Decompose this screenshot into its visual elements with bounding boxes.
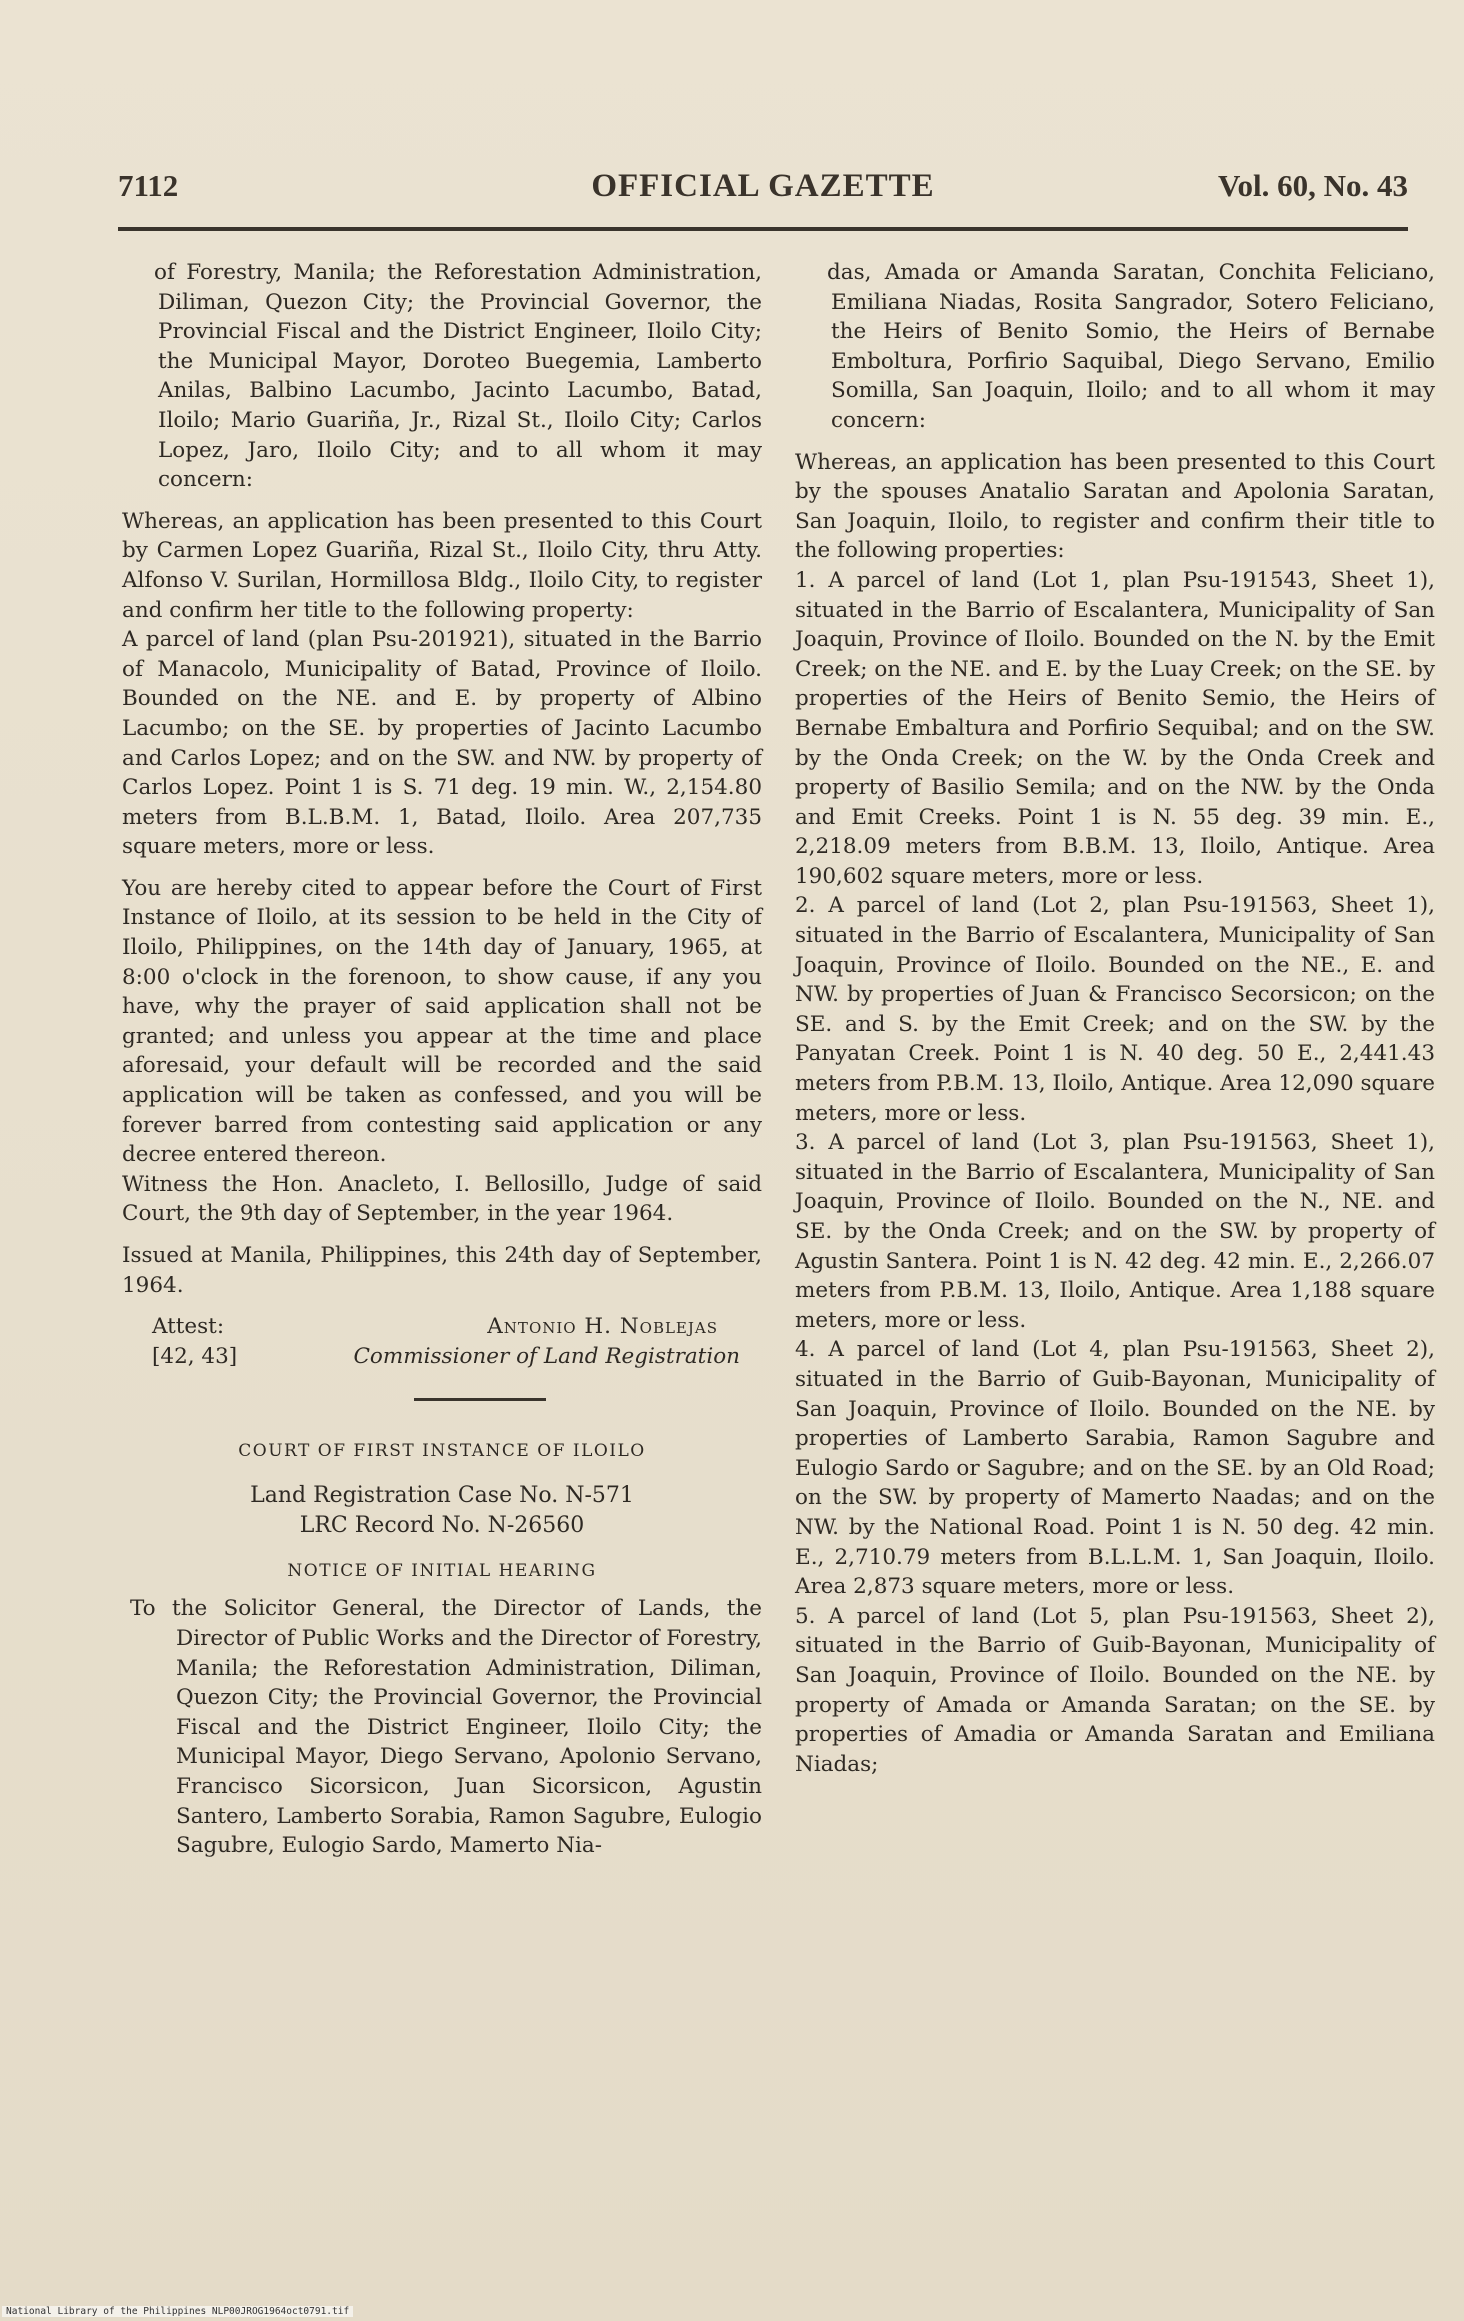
addressee-continuation: of Forestry, Manila; the Reforestation Administration, Diliman, Quezon City; the Provincial Governor, the Provincial Fiscal and the District Engineer, Iloilo City; the Municipal Mayor, Doroteo Buegemia, Lamberto Anilas, Balbino Lacumbo, Jacinto Lacumbo, Batad, Iloilo; Mario Guariña, Jr., Rizal St., Iloilo City; Carlos Lopez, Jaro, Iloilo City; and to all whom it may concern: — [154, 260, 762, 493]
addressee-paragraph: To the Solicitor General, the Director of Lands, the Director of Public Works and the Director of Forestry, Manila; the Reforestation Administration, Diliman, Quezon City; the Provincial Governor, the Provincial Fiscal and the District Engineer, Iloilo City; the Municipal Mayor, Diego Servano, Apolonio Servano, Francisco Sicorsicon, Juan Sicorsicon, Agustin Santero, Lamberto Sorabia, Ramon Sagubre, Eulogio Sagubre, Eulogio Sardo, Mamerto Nia- — [130, 1596, 762, 1859]
witness-paragraph: Witness the Hon. Anacleto, I. Bellosillo, Judge of said Court, the 9th day of September, in the year 1964. — [122, 1171, 762, 1227]
issued-paragraph: Issued at Manila, Philippines, this 24th day of September, 1964. — [122, 1243, 762, 1298]
court-heading: COURT OF FIRST INSTANCE OF ILOILO — [238, 1441, 646, 1462]
publication-title: OFFICIAL GAZETTE — [591, 168, 935, 204]
addressee-continuation-right: das, Amada or Amanda Saratan, Conchita Feliciano, Emiliana Niadas, Rosita Sangrador, Sotero Feliciano, the Heirs of Benito Somio, the Heirs of Bernabe Emboltura, Porfirio Saquibal, Diego Servano, Emilio Somilla, San Joaquin, Iloilo; and to all whom it may concern: — [827, 260, 1435, 433]
parcel-2: 2. A parcel of land (Lot 2, plan Psu-191563, Sheet 1), situated in the Barrio of Escalantera, Municipality of San Joaquin, Province of Iloilo. Bounded on the NE., E. and NW. by properties of Juan & Francisco Secorsicon; on the SE. and S. by the Emit Creek; and on the SW. by the Panyatan Creek. Point 1 is N. 40 deg. 50 E., 2,441.43 meters from P.B.M. 13, Iloilo, Antique. Area 12,090 square meters, more or less. — [795, 893, 1435, 1126]
citation-paragraph: You are hereby cited to appear before the Court of First Instance of Iloilo, at its session to be held in the City of Iloilo, Philippines, on the 14th day of January, 1965, at 8:00 o'clock in the forenoon, to show cause, if any you have, why the prayer of said application shall not be granted; and unless you appear at the time and place aforesaid, your default will be recorded and the said application will be taken as confessed, and you will be forever barred from contesting said application or any decree entered thereon. — [122, 875, 762, 1168]
lrc-record-number: LRC Record No. N-26560 — [299, 1512, 585, 1538]
parcel-5: 5. A parcel of land (Lot 5, plan Psu-191563, Sheet 2), situated in the Barrio of Guib-Bayonan, Municipality of San Joaquin, Province of Iloilo. Bounded on the NE. by property of Amada or Amanda Saratan; on the SE. by properties of Amadia or Amanda Saratan and Emiliana Niadas; — [795, 1603, 1435, 1777]
right-column — [795, 258, 1435, 1779]
volume-number: Vol. 60, No. 43 — [1217, 168, 1408, 203]
parcel-description: A parcel of land (plan Psu-201921), situated in the Barrio of Manacolo, Municipality of Batad, Province of Iloilo. Bounded on the NE. and E. by property of Albino Lacumbo; on the SE. by properties of Jacinto Lacumbo and Carlos Lopez; and on the SW. and NW. by property of Carlos Lopez. Point 1 is S. 71 deg. 19 min. W., 2,154.80 meters from B.L.B.M. 1, Batad, Iloilo. Area 207,735 square meters, more or less. — [122, 627, 762, 860]
page-number: 7112 — [118, 168, 179, 203]
parcel-3: 3. A parcel of land (Lot 3, plan Psu-191563, Sheet 1), situated in the Barrio of Escalantera, Municipality of San Joaquin, Province of Iloilo. Bounded on the N., NE. and SE. by the Onda Creek; and on the SW. by property of Agustin Santera. Point 1 is N. 42 deg. 42 min. E., 2,266.07 meters from P.B.M. 13, Iloilo, Antique. Area 1,188 square meters, more or less. — [795, 1130, 1435, 1333]
attest-title: Commissioner of Land Registration — [353, 1344, 740, 1370]
header-rule — [118, 227, 1408, 231]
parcel-1: 1. A parcel of land (Lot 1, plan Psu-191543, Sheet 1), situated in the Barrio of Escalantera, Municipality of San Joaquin, Province of Iloilo. Bounded on the N. by the Emit Creek; on the NE. and E. by the Luay Creek; on the SE. by properties of the Heirs of Benito Semio, the Heirs of Bernabe Embaltura and Porfirio Sequibal; and on the SW. by the Onda Creek; on the W. by the Onda Creek and property of Basilio Semila; and on the NW. by the Onda and Emit Creeks. Point 1 is N. 55 deg. 39 min. E., 2,218.09 meters from B.B.M. 13, Iloilo, Antique. Area 190,602 square meters, more or less. — [795, 567, 1435, 889]
page-header — [118, 168, 1408, 212]
whereas-paragraph: Whereas, an application has been presented to this Court by Carmen Lopez Guariña, Rizal St., Iloilo City, thru Atty. Alfonso V. Surilan, Hormillosa Bldg., Iloilo City, to register and confirm her title to the following property: — [122, 508, 762, 623]
scan-footer: National Library of the Philippines NLP00JROG1964oct0791.tif — [2, 2306, 353, 2317]
parcel-4: 4. A parcel of land (Lot 4, plan Psu-191563, Sheet 2), situated in the Barrio of Guib-Bayonan, Municipality of San Joaquin, Province of Iloilo. Bounded on the NE. by properties of Lamberto Sarabia, Ramon Sagubre and Eulogio Sardo or Sagubre; and on the SE. by an Old Road; on the SW. by property of Mamerto Naadas; and on the NW. by the National Road. Point 1 is N. 50 deg. 42 min. E., 2,710.79 meters from B.L.L.M. 1, San Joaquin, Iloilo. Area 2,873 square meters, more or less. — [795, 1337, 1435, 1600]
attest-name: Antonio H. Noblejas — [487, 1314, 718, 1340]
section-divider — [414, 1398, 546, 1401]
whereas-paragraph-right: Whereas, an application has been presented to this Court by the spouses Anatalio Saratan and Apolonia Saratan, San Joaquin, Iloilo, to register and confirm their title to the following properties: — [795, 449, 1435, 564]
attest-label: Attest: — [152, 1314, 225, 1340]
case-number: Land Registration Case No. N-571 — [250, 1482, 634, 1508]
attestation-block — [122, 1312, 762, 1376]
left-column — [122, 258, 762, 1861]
attest-reference: [42, 43] — [152, 1344, 238, 1370]
notice-heading: NOTICE OF INITIAL HEARING — [287, 1560, 597, 1581]
